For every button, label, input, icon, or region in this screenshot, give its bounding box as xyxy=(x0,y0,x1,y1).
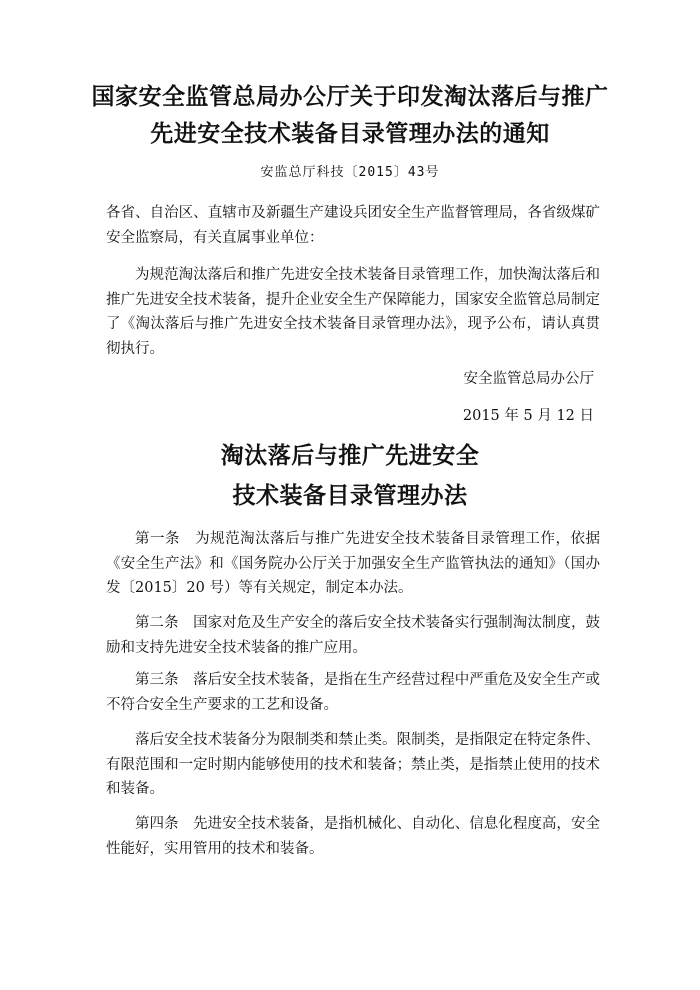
notice-title-line-1: 国家安全监管总局办公厅关于印发淘汰落后与推广 xyxy=(91,84,609,110)
notice-title-line-2: 先进安全技术装备目录管理办法的通知 xyxy=(150,121,550,147)
article-4: 第四条 先进安全技术装备，是指机械化、自动化、信息化程度高，安全性能好，实用管用的技术和装备。 xyxy=(106,816,600,857)
issuer: 安全监管总局办公厅 xyxy=(463,371,594,387)
measures-title-line-2: 技术装备目录管理办法 xyxy=(232,483,468,509)
article-3-classification: 落后安全技术装备分为限制类和禁止类。限制类，是指限定在特定条件、有限范围和一定时期内能够使用的技术和装备；禁止类，是指禁止使用的技术和装备。 xyxy=(106,732,600,797)
measures-title-line-1: 淘汰落后与推广先进安全 xyxy=(220,443,480,469)
article-3: 第三条 落后安全技术装备，是指在生产经营过程中严重危及安全生产或不符合安全生产要求的工艺和设备。 xyxy=(106,672,600,713)
document-number: 安监总厅科技〔2015〕43号 xyxy=(260,165,440,180)
issue-date: 2015 年 5 月 12 日 xyxy=(462,408,594,424)
notice-body: 为规范淘汰落后和推广先进安全技术装备目录管理工作，加快淘汰落后和推广先进安全技术装备，提升企业安全生产保障能力，国家安全监管总局制定了《淘汰落后与推广先进安全技术装备目录管理办法》，现予公布，请认真贯彻执行。 xyxy=(106,267,600,357)
article-1: 第一条 为规范淘汰落后与推广先进安全技术装备目录管理工作，依据《安全生产法》和《国务院办公厅关于加强安全生产监管执法的通知》（国办发〔2015〕20 号）等有关规定，制定本办法。 xyxy=(106,531,600,596)
article-2: 第二条 国家对危及生产安全的落后安全技术装备实行强制淘汰制度，鼓励和支持先进安全技术装备的推广应用。 xyxy=(106,615,600,656)
addressee: 各省、自治区、直辖市及新疆生产建设兵团安全生产监督管理局，各省级煤矿安全监察局，有关直属事业单位： xyxy=(106,205,600,246)
